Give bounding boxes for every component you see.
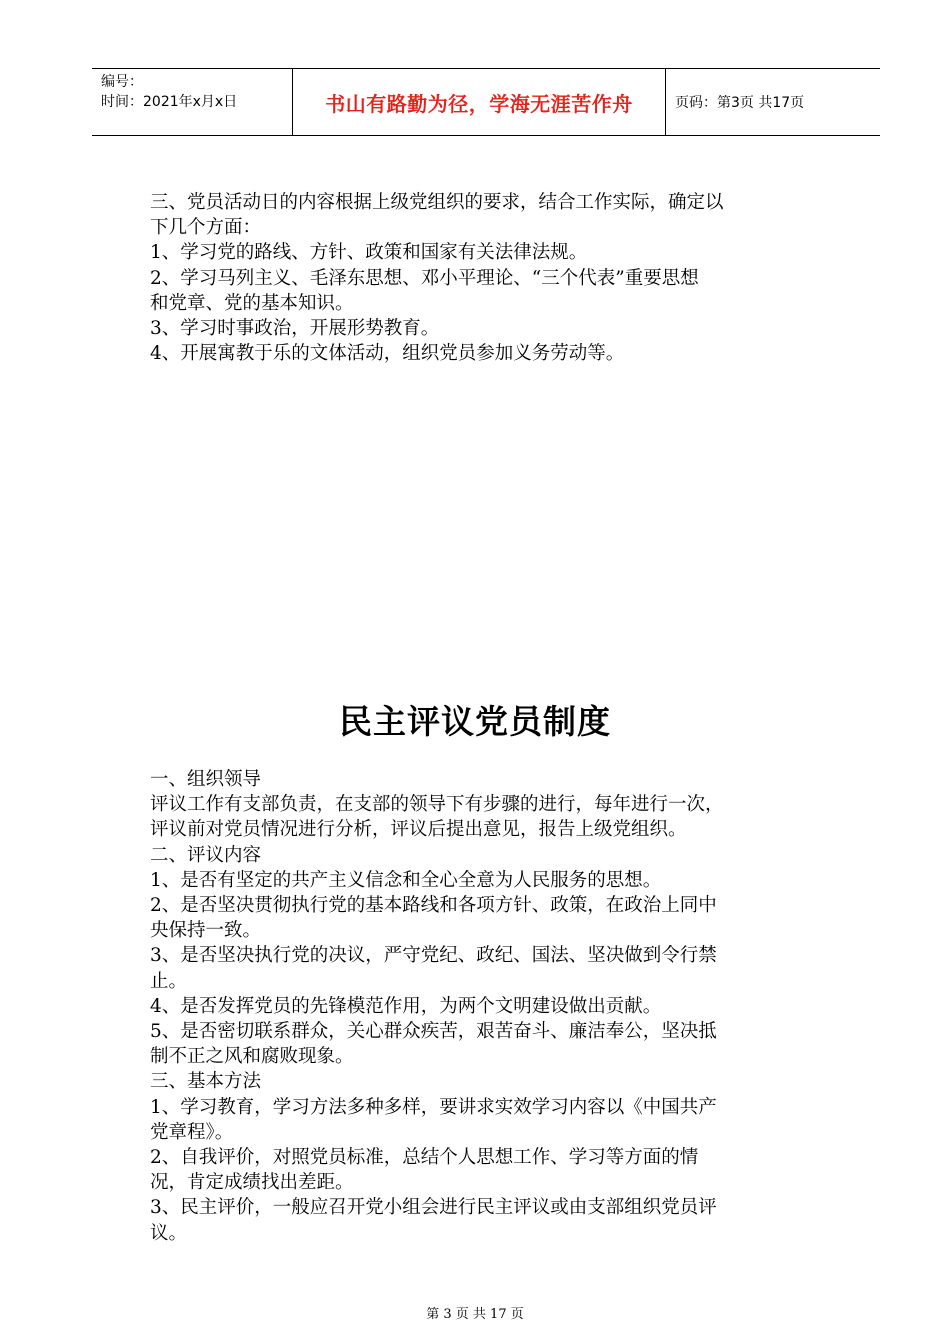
paragraph-line: 评议工作有支部负责，在支部的领导下有步骤的进行，每年进行一次， [150,794,724,816]
header-slogan: 书山有路勤为径，学海无涯苦作舟 [293,69,666,135]
paragraph-line: 三、党员活动日的内容根据上级党组织的要求，结合工作实际，确定以 [150,192,724,213]
list-item-continued: 党章程》。 [150,1121,234,1143]
list-item: 4、是否发挥党员的先锋模范作用，为两个文明建设做出贡献。 [150,995,662,1017]
header-meta-cell [92,69,293,135]
section-activity-day [150,190,822,366]
section-heading: 三、基本方法 [150,1071,262,1093]
list-item: 5、是否密切联系群众，关心群众疾苦，艰苦奋斗、廉洁奉公，坚决抵 [150,1021,717,1043]
section-heading: 二、评议内容 [150,844,262,866]
list-item: 1、学习党的路线、方针、政策和国家有关法律法规。 [150,242,588,264]
section-heading: 一、组织领导 [150,769,262,790]
paragraph-line: 评议前对党员情况进行分析，评议后提出意见，报告上级党组织。 [150,819,687,841]
list-item-continued: 央保持一致。 [150,920,262,942]
list-item: 2、自我评价，对照党员标准，总结个人思想工作、学习等方面的情 [150,1147,699,1169]
document-time-label: 时间：2021年x月x日 [101,94,238,110]
list-item: 2、是否坚决贯彻执行党的基本路线和各项方针、政策，在政治上同中 [150,895,717,917]
list-item-continued: 况，肯定成绩找出差距。 [150,1172,354,1194]
document-number-label: 编号： [101,74,143,90]
list-item: 1、是否有坚定的共产主义信念和全心全意为人民服务的思想。 [150,869,662,891]
list-item: 3、学习时事政治，开展形势教育。 [150,318,440,340]
list-item: 2、学习马列主义、毛泽东思想、邓小平理论、“三个代表”重要思想 [150,267,699,289]
section-democratic-review [150,767,822,1246]
list-item-continued: 止。 [150,970,188,992]
list-item-continued: 制不正之风和腐败现象。 [150,1046,354,1068]
list-item: 4、开展寓教于乐的文体活动，组织党员参加义务劳动等。 [150,343,625,365]
page-footer: 第 3 页 共 17 页 [426,1307,524,1322]
list-item: 1、学习教育，学习方法多种多样，要讲求实效学习内容以《中国共产 [150,1096,717,1118]
list-item: 3、民主评价，一般应召开党小组会进行民主评议或由支部组织党员评 [150,1197,717,1219]
paragraph-line: 下几个方面： [150,217,262,239]
page-header [92,68,880,136]
header-page-info: 页码：第3页 共17页 [675,95,805,111]
list-item-continued: 和党章、党的基本知识。 [150,292,354,314]
document-title: 民主评议党员制度 [339,702,611,741]
list-item-continued: 议。 [150,1222,188,1244]
list-item: 3、是否坚决执行党的决议，严守党纪、政纪、国法、坚决做到令行禁 [150,945,717,967]
